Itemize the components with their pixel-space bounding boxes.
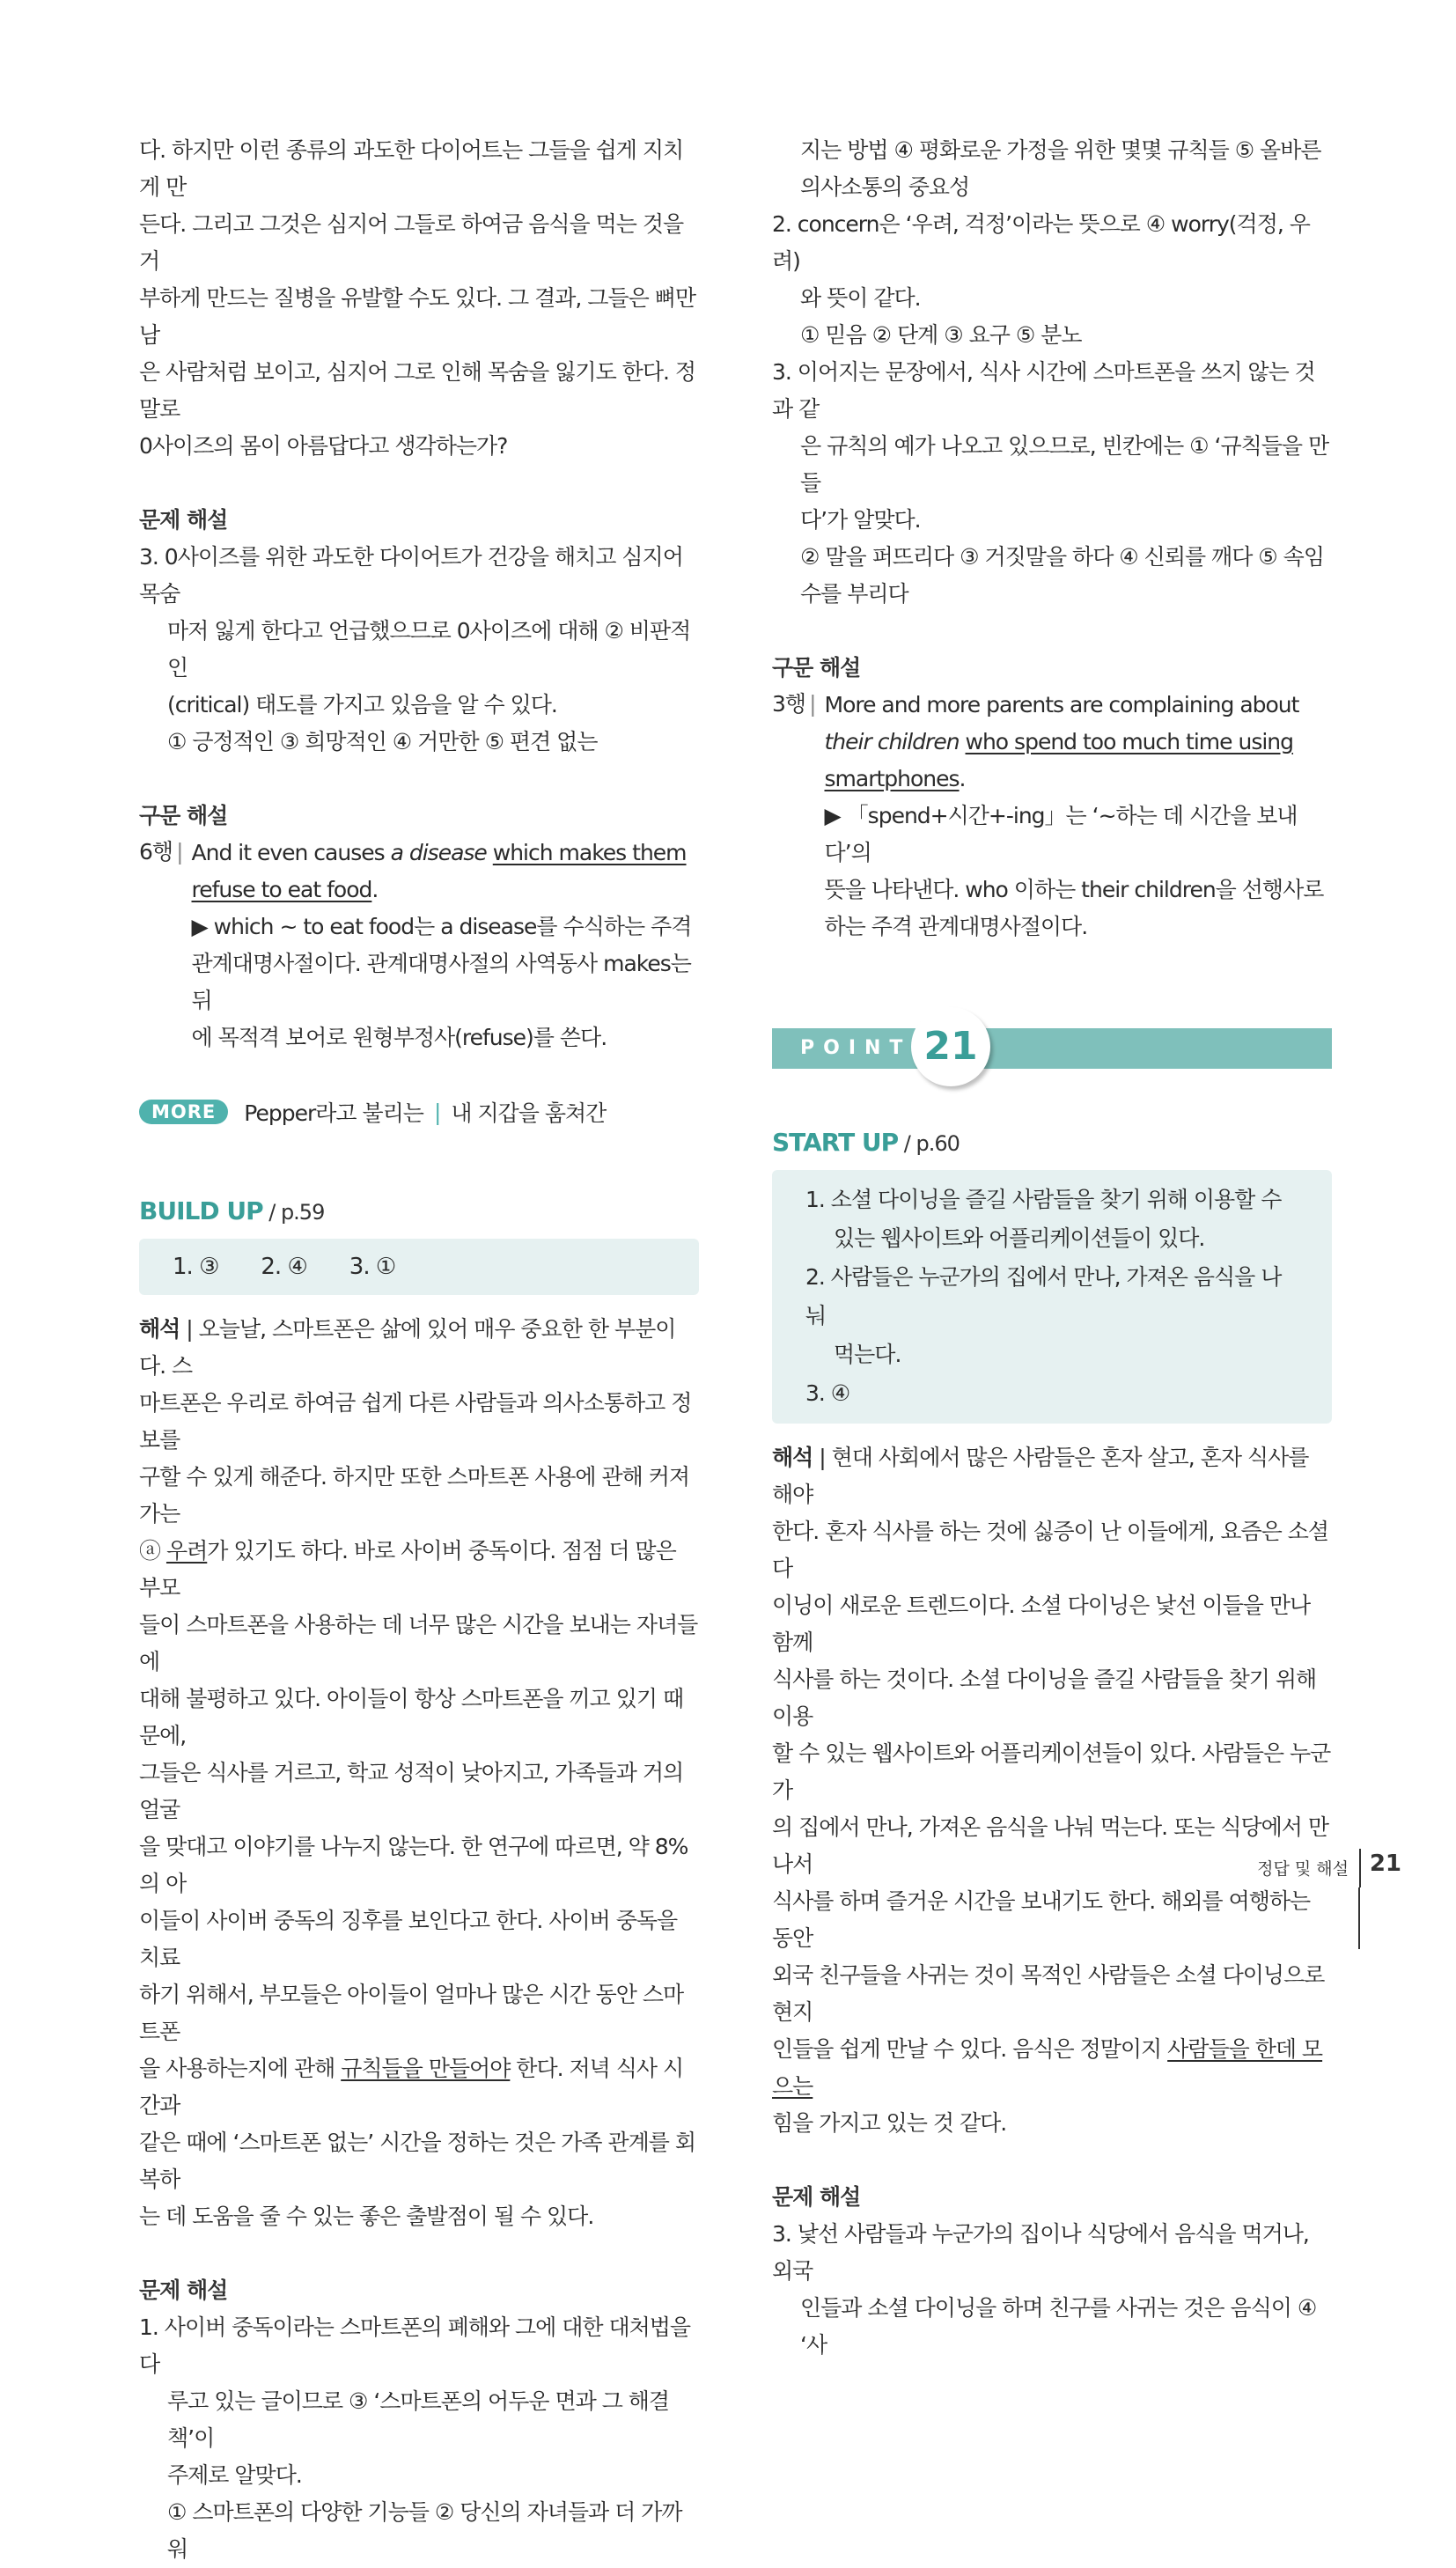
text-run: . (371, 877, 379, 902)
answer-item: 있는 웹사이트와 어플리케이션들이 있다. (834, 1225, 1205, 1251)
text-run: 현대 사회에서 많은 사람들은 혼자 살고, 혼자 식사를 해야 (772, 1445, 1309, 1507)
problem-explanation-heading: 문제 해설 (139, 2277, 228, 2303)
grammar-note: 하는 주격 관계대명사절이다. (824, 914, 1088, 939)
translation-label: 해석 (139, 1316, 180, 1342)
italic-phrase: their children (824, 729, 960, 754)
build-up-heading (139, 1194, 699, 1230)
text-line: 이닝이 새로운 트렌드이다. 소셜 다이닝은 낯선 이들을 만나 함께 (772, 1593, 1311, 1655)
text-line: 그들은 식사를 거르고, 학교 성적이 낮아지고, 가족들과 거의 얼굴 (139, 1760, 684, 1822)
answer-explanation-line: 루고 있는 글이므로 ③ ‘스마트폰의 어두운 면과 그 해결책’이 (167, 2388, 670, 2451)
separator: | (433, 1099, 441, 1125)
example-sentence (825, 761, 1333, 798)
separator: | (176, 839, 183, 865)
page-footer (1232, 1849, 1408, 1887)
text-run: 한다. 저녁 식사 시간과 (139, 2056, 684, 2118)
text-line (772, 2031, 1332, 2105)
grammar-explanation-heading: 구문 해설 (772, 655, 861, 681)
answer-box (772, 1170, 1332, 1424)
answer-item: 3. ① (349, 1254, 396, 1280)
answer-options: ① 믿음 ② 단계 ③ 요구 ⑤ 분노 (800, 322, 1082, 348)
example-sentence (192, 835, 700, 872)
line-reference (772, 687, 816, 946)
answer-explanation-line: 은 규칙의 예가 나오고 있으므로, 빈칸에는 ① ‘규칙들을 만들 (800, 433, 1329, 496)
text-line: 힘을 가지고 있는 것 같다. (772, 2110, 1007, 2136)
answer-options: ② 말을 퍼뜨리다 ③ 거짓말을 하다 ④ 신뢰를 깨다 ⑤ 속임 (800, 544, 1324, 570)
answer-explanation-line: 와 뜻이 같다. (800, 285, 921, 311)
problem-explanation-heading: 문제 해설 (139, 507, 228, 533)
text-run: 인들을 쉽게 만날 수 있다. 음식은 정말이지 (772, 2036, 1168, 2062)
more-badge: MORE (139, 1100, 228, 1124)
answer-explanation-line: 1. 사이버 중독이라는 스마트폰의 폐해와 그에 대한 대처법을 다 (139, 2314, 691, 2377)
left-column (139, 132, 699, 2568)
grammar-note: ▶ which ~ to eat food는 a disease를 수식하는 주격 (191, 914, 692, 939)
text-line: 0사이즈의 몸이 아름답다고 생각하는가? (139, 433, 508, 459)
underlined-phrase: 규칙들을 만들어야 (341, 2056, 511, 2081)
answer-item: 3. ④ (805, 1380, 850, 1406)
answer-options: ① 긍정적인 ③ 희망적인 ④ 거만한 ⑤ 편견 없는 (167, 729, 598, 754)
answer-options: ① 스마트폰의 다양한 기능들 ② 당신의 자녀들과 더 가까워 (167, 2499, 682, 2562)
answer-item: 2. ④ (261, 1254, 307, 1280)
text-line: 한다. 혼자 식사를 하는 것에 싫증이 난 이들에게, 요즘은 소셜 다 (772, 1519, 1329, 1581)
line-number: 3행 (772, 691, 806, 717)
line-number: 6행 (139, 839, 173, 865)
text-line: 이들이 사이버 중독의 징후를 보인다고 한다. 사이버 중독을 치료 (139, 1908, 678, 1970)
text-line: 든다. 그리고 그것은 심지어 그들로 하여금 음식을 먹는 것을 거 (139, 211, 684, 274)
example-sentence: More and more parents are complaining about (824, 692, 1299, 717)
separator: | (180, 1316, 199, 1342)
more-text: Pepper라고 불리는 (244, 1100, 423, 1126)
text-line: 식사를 하며 즐거운 시간을 보내기도 한다. 해외를 여행하는 동안 (772, 1888, 1311, 1951)
text-run: And it even causes (191, 840, 391, 865)
page-reference: / p.59 (262, 1200, 325, 1225)
line-reference (139, 835, 183, 1056)
text-run: ⓐ (139, 1538, 166, 1564)
grammar-entry (772, 687, 1332, 946)
footer-edge-line (1358, 1887, 1360, 1949)
answer-item: 2. 사람들은 누군가의 집에서 만나, 가져온 음식을 나눠 (805, 1264, 1282, 1328)
grammar-explanation-heading: 구문 해설 (139, 803, 228, 828)
translation-paragraph (139, 1311, 699, 2235)
answer-explanation-line: (critical) 태도를 가지고 있음을 알 수 있다. (167, 692, 557, 717)
answer-explanation-line: 3. 이어지는 문장에서, 식사 시간에 스마트폰을 쓰지 않는 것과 같 (772, 359, 1315, 422)
text-line: 다. 하지만 이런 종류의 과도한 다이어트는 그들을 쉽게 지치게 만 (139, 137, 684, 200)
text-line: 마트폰은 우리로 하여금 쉽게 다른 사람들과 의사소통하고 정보를 (139, 1390, 692, 1453)
grammar-note: 뜻을 나타낸다. who 이하는 their children을 선행사로 (824, 877, 1324, 902)
answer-options: 지는 방법 ④ 평화로운 가정을 위한 몇몇 규칙들 ⑤ 올바른 (800, 137, 1321, 163)
more-text: 내 지갑을 훔쳐간 (451, 1100, 607, 1126)
point-label: POINT (800, 1037, 912, 1059)
more-section (139, 1093, 699, 1130)
footer-divider (1359, 1849, 1361, 1887)
text-line: 외국 친구들을 사귀는 것이 목적인 사람들은 소셜 다이닝으로 현지 (772, 1962, 1325, 2025)
underlined-phrase: which makes them (492, 840, 687, 865)
text-line: 을 맞대고 이야기를 나누지 않는다. 한 연구에 따르면, 약 8%의 아 (139, 1834, 688, 1896)
answer-explanation-line: 3. 0사이즈를 위한 과도한 다이어트가 건강을 해치고 심지어 목숨 (139, 544, 683, 607)
separator: | (813, 1445, 832, 1470)
example-sentence (825, 724, 1333, 761)
text-line: 의 집에서 만나, 가져온 음식을 나눠 먹는다. 또는 식당에서 만나서 (772, 1814, 1329, 1877)
text-line: 들이 스마트폰을 사용하는 데 너무 많은 시간을 보내는 자녀들에 (139, 1612, 698, 1674)
grammar-note: ▶ 「spend+시간+-ing」는 ‘~하는 데 시간을 보내다’의 (824, 803, 1298, 865)
text-line (139, 1533, 699, 1607)
grammar-note: 관계대명사절이다. 관계대명사절의 사역동사 makes는 뒤 (191, 951, 691, 1013)
intro-paragraph (139, 132, 699, 465)
text-line: 하기 위해서, 부모들은 아이들이 얼마나 많은 시간 동안 스마트폰 (139, 1982, 684, 2044)
underlined-phrase: 사람들을 한데 모으는 (772, 2036, 1323, 2099)
separator: | (809, 691, 816, 717)
translation-label: 해석 (772, 1445, 813, 1470)
answer-explanation-line: 2. concern은 ‘우려, 걱정’이라는 뜻으로 ④ worry(걱정, 우려) (772, 211, 1310, 274)
point-number: 21 (911, 1007, 990, 1086)
answer-explanation-line: 마저 잃게 한다고 언급했으므로 0사이즈에 대해 ② 비판적인 (167, 618, 691, 681)
text-line: 구할 수 있게 해준다. 하지만 또한 스마트폰 사용에 관해 커져 가는 (139, 1464, 690, 1527)
underlined-phrase: smartphones (824, 766, 960, 791)
text-line: 은 사람처럼 보이고, 심지어 그로 인해 목숨을 잃기도 한다. 정말로 (139, 359, 696, 422)
text-line: 대해 불평하고 있다. 아이들이 항상 스마트폰을 끼고 있기 때문에, (139, 1686, 684, 1748)
answer-options: 수를 부리다 (800, 581, 908, 607)
underlined-phrase: who spend too much time using (965, 729, 1294, 754)
underlined-phrase: 우려 (165, 1538, 208, 1564)
text-run (487, 840, 493, 865)
text-run: 오늘날, 스마트폰은 삶에 있어 매우 중요한 한 부분이다. 스 (139, 1316, 676, 1379)
footer-label: 정답 및 해설 (1257, 1859, 1349, 1879)
answer-explanation-line: 다’가 알맞다. (800, 507, 921, 533)
italic-phrase: a disease (390, 840, 487, 865)
text-line: 같은 때에 ‘스마트폰 없는’ 시간을 정하는 것은 가족 관계를 회복하 (139, 2130, 696, 2192)
answer-box (139, 1239, 699, 1295)
text-run: 을 사용하는지에 관해 (139, 2056, 342, 2081)
answer-explanation-line: 인들과 소셜 다이닝을 하며 친구를 사귀는 것은 음식이 ④ ‘사 (800, 2295, 1317, 2358)
answer-item: 1. ③ (173, 1254, 219, 1280)
text-line: 는 데 도움을 줄 수 있는 좋은 출발점이 될 수 있다. (139, 2204, 594, 2229)
text-line: 식사를 하는 것이다. 소셜 다이닝을 즐길 사람들을 찾기 위해 이용 (772, 1667, 1317, 1729)
text-line: 할 수 있는 웹사이트와 어플리케이션들이 있다. 사람들은 누군가 (772, 1740, 1331, 1803)
text-run (960, 729, 966, 754)
text-line: 부하게 만드는 질병을 유발할 수도 있다. 그 결과, 그들은 뼈만 남 (139, 285, 696, 348)
underlined-phrase: refuse to eat food (191, 877, 372, 902)
answer-explanation-line: 주제로 알맞다. (167, 2462, 302, 2488)
text-run: . (959, 766, 966, 791)
page-reference: / p.60 (898, 1131, 960, 1156)
answer-item: 1. 소셜 다이닝을 즐길 사람들을 찾기 위해 이용할 수 (805, 1187, 1282, 1212)
build-up-title: BUILD UP (139, 1196, 263, 1225)
answer-item: 먹는다. (834, 1342, 901, 1367)
grammar-note: 에 목적격 보어로 원형부정사(refuse)를 쓴다. (191, 1025, 607, 1050)
answer-explanation-line: 3. 낯선 사람들과 누군가의 집이나 식당에서 음식을 먹거나, 외국 (772, 2221, 1309, 2284)
text-run: 가 있기도 하다. 바로 사이버 중독이다. 점점 더 많은 부모 (139, 1538, 676, 1600)
point-banner (772, 1007, 1332, 1085)
right-column (772, 132, 1332, 2364)
text-line (139, 2050, 699, 2124)
answer-options: 의사소통의 중요성 (800, 174, 970, 200)
translation-paragraph (772, 1439, 1332, 2142)
page-number: 21 (1369, 1851, 1401, 1877)
start-up-title: START UP (772, 1128, 899, 1157)
example-sentence (192, 872, 700, 909)
problem-explanation-heading: 문제 해설 (772, 2184, 861, 2210)
grammar-entry (139, 835, 699, 1056)
start-up-heading (772, 1125, 1332, 1161)
